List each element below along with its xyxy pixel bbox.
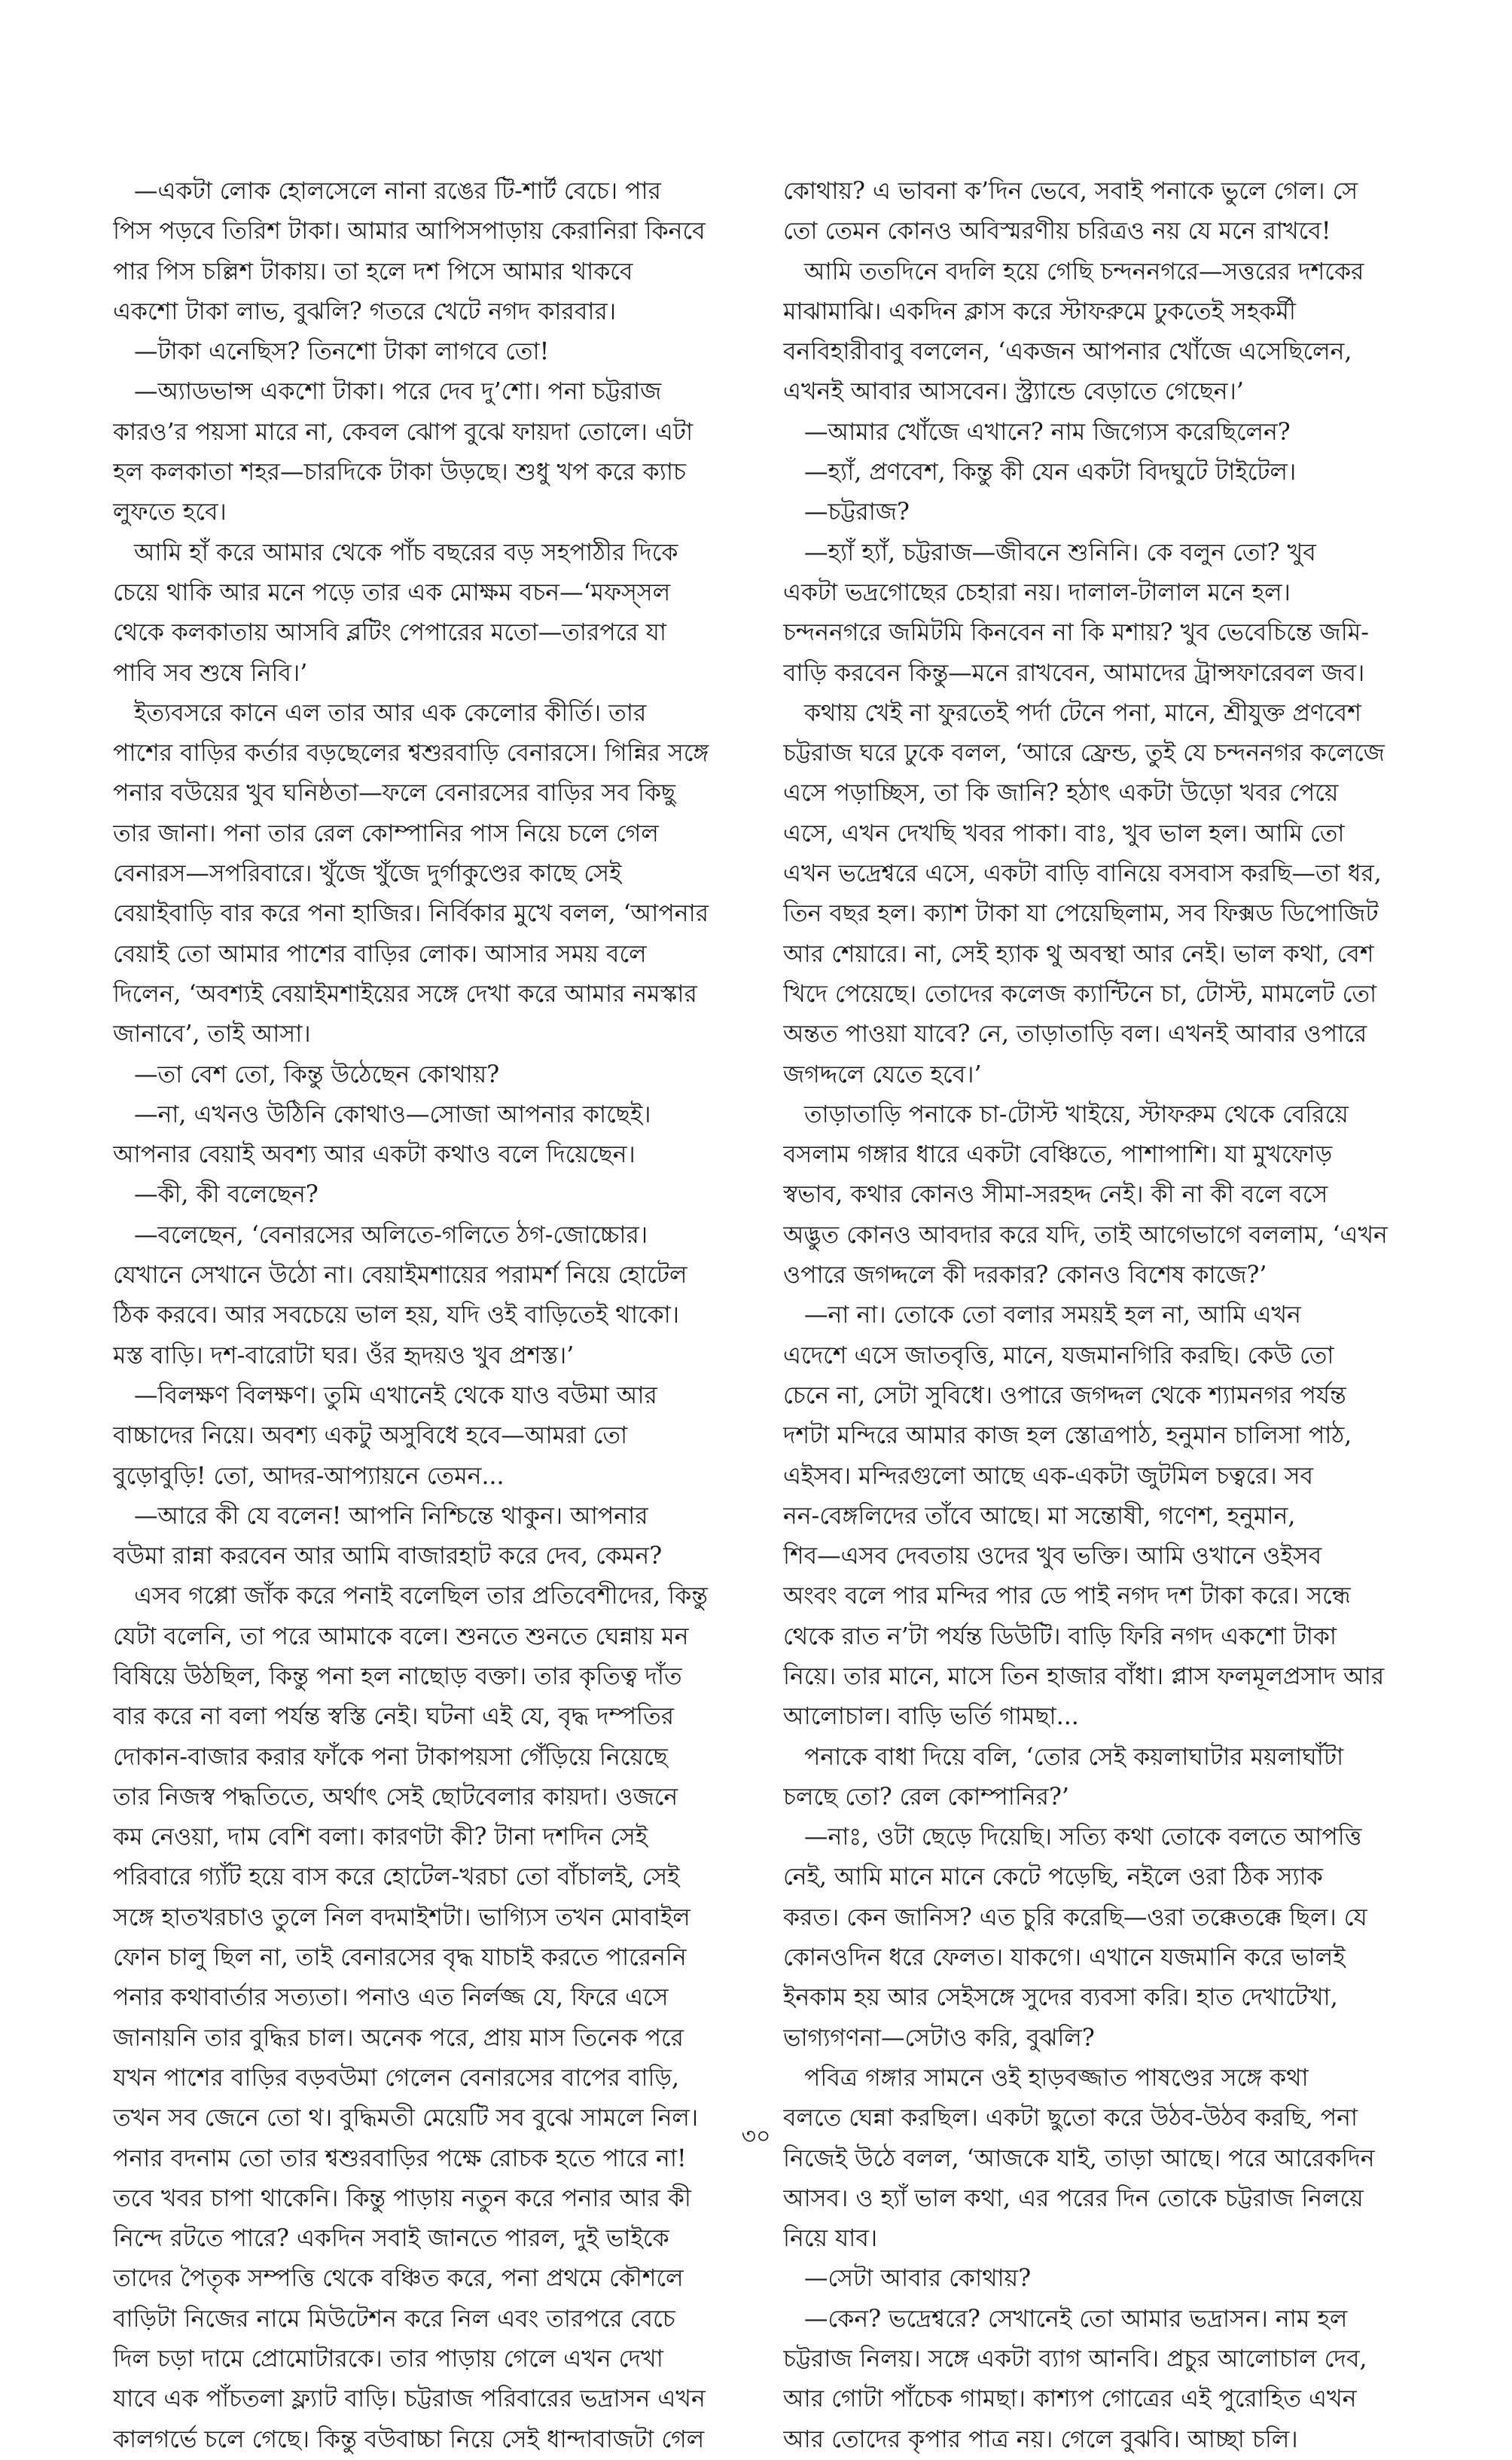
text-line: পাশের বাড়ির কর্তার বড়ছেলের শ্বশুরবাড়ি বেনারসে। গিন্নির সঙ্গে <box>113 740 709 768</box>
left-column <box>113 172 729 2460</box>
text-line: নিজেই উঠে বলল, ‘আজকে যাই, তাড়া আছে। পরে আরেকদিন <box>783 2144 1375 2172</box>
text-line: মস্ত বাড়ি। দশ-বারোটা ঘর। ওঁর হৃদয়ও খুব প্রশস্ত।’ <box>113 1341 575 1369</box>
text-line: জগদ্দলে যেতে হবে।’ <box>783 1061 982 1088</box>
text-line: এইসব। মন্দিরগুলো আছে এক-একটা জুটমিল চত্বরে। সব <box>783 1462 1314 1490</box>
text-line: স্বভাব, কথার কোনও সীমা-সরহদ্দ নেই। কী না কী বলে বসে <box>783 1181 1328 1209</box>
text-line: তখন সব জেনে তো থ। বুদ্ধিমতী মেয়েটি সব বুঝে সামলে নিল। <box>113 2104 699 2132</box>
text-line: —নাঃ, ওটা ছেড়ে দিয়েছি। সত্যি কথা তোকে বলতে আপত্তি <box>804 1824 1362 1851</box>
text-line: —একটা লোক হোলসেলে নানা রঙের টি-শার্ট বেচে। পার <box>134 178 661 205</box>
text-line: যখন পাশের বাড়ির বড়বউমা গেলেন বেনারসের বাপের বাড়ি, <box>113 2064 680 2092</box>
text-line: কথায় খেই না ফুরতেই পর্দা টেনে পনা, মানে, শ্রীযুক্ত প্রণবেশ <box>804 699 1361 727</box>
text-line: চেনে না, সেটা সুবিধে। ওপারে জগদ্দল থেকে শ্যামনগর পর্যন্ত <box>783 1381 1346 1409</box>
text-line: মাঝামাঝি। একদিন ক্লাস করে স্টাফরুমে ঢুকতেই সহকর্মী <box>783 298 1296 325</box>
text-line: চট্টরাজ নিলয়। সঙ্গে একটা ব্যাগ আনবি। প্রচুর আলোচাল দেব, <box>783 2346 1367 2373</box>
text-line: কোনওদিন ধরে ফেলত। যাকগে। এখানে যজমানি করে ভালই <box>783 1944 1346 1972</box>
text-line: দোকান-বাজার করার ফাঁকে পনা টাকাপয়সা গেঁড়িয়ে নিয়েছে <box>113 1743 668 1771</box>
text-line: চন্দননগরে জমিটমি কিনবেন না কি মশায়? খুব ভেবেচিন্তে জমি- <box>783 619 1369 647</box>
text-line: বউমা রান্না করবেন আর আমি বাজারহাট করে দেব, কেমন? <box>113 1543 663 1570</box>
text-line: থেকে রাত ন’টা পর্যন্ত ডিউটি। বাড়ি ফিরি নগদ একশো টাকা <box>783 1622 1337 1650</box>
text-line: পার পিস চল্লিশ টাকায়। তা হলে দশ পিসে আমার থাকবে <box>113 258 633 285</box>
text-line: কালগর্ভে চলে গেছে। কিন্তু বউবাচ্চা নিয়ে সেই ধান্দাবাজটা গেল <box>113 2425 705 2453</box>
text-line: বলতে ঘেন্না করছিল। একটা ছুতো করে উঠব-উঠব করছি, পনা <box>783 2104 1358 2132</box>
text-line: তার নিজস্ব পদ্ধতিতে, অর্থাৎ সেই ছোটবেলার কায়দা। ওজনে <box>113 1783 678 1811</box>
text-line: জানায়নি তার বুদ্ধির চাল। অনেক পরে, প্রায় মাস তিনেক পরে <box>113 2024 684 2052</box>
text-line: —হ্যাঁ হ্যাঁ, চট্টরাজ—জীবনে শুনিনি। কে বলুন তো? খুব <box>804 539 1316 566</box>
text-line: নন-বেঙ্গলিদের তাঁবে আছে। মা সন্তোষী, গণেশ, হনুমান, <box>783 1502 1296 1530</box>
text-line: —না, এখনও উঠিনি কোথাও—সোজা আপনার কাছেই। <box>134 1100 651 1128</box>
text-line: পনার বউয়ের খুব ঘনিষ্ঠতা—ফলে বেনারসের বাড়ির সব কিছু <box>113 780 676 807</box>
text-line: শিব—এসব দেবতায় ওদের খুব ভক্তি। আমি ওখানে ওইসব <box>783 1543 1322 1570</box>
text-line: বনবিহারীবাবু বললেন, ‘একজন আপনার খোঁজে এসেছিলেন, <box>783 338 1352 366</box>
text-line: ঠিক করবে। আর সবচেয়ে ভাল হয়, যদি ওই বাড়িতেই থাকো। <box>113 1302 680 1329</box>
text-line: তাদের পৈতৃক সম্পত্তি থেকে বঞ্চিত করে, পনা প্রথমে কৌশলে <box>113 2265 684 2293</box>
text-line: ওপারে জগদ্দলে কী দরকার? কোনও বিশেষ কাজে?’ <box>783 1262 1267 1290</box>
text-line: আর গোটা পাঁচেক গামছা। কাশ্যপ গোত্রের এই পুরোহিত এখন <box>783 2385 1357 2413</box>
text-line: অন্তত পাওয়া যাবে? নে, তাড়াতাড়ি বল। এখনই আবার ওপারে <box>783 1021 1367 1048</box>
text-line: বাড়িটা নিজের নামে মিউটেশন করে নিল এবং তারপরে বেচে <box>113 2305 675 2333</box>
text-line: জানাবে’, তাই আসা। <box>113 1021 311 1048</box>
text-line: দশটা মন্দিরে আমার কাজ হল স্তোত্রপাঠ, হনুমান চালিসা পাঠ, <box>783 1422 1352 1450</box>
text-line: এসে, এখন দেখছি খবর পাকা। বাঃ, খুব ভাল হল। আমি তো <box>783 819 1345 847</box>
text-line: আমি ততদিনে বদলি হয়ে গেছি চন্দননগরে—সত্তরের দশকের <box>804 258 1364 285</box>
text-line: তবে খবর চাপা থাকেনি। কিন্তু পাড়ায় নতুন করে পনার আর কী <box>113 2184 691 2212</box>
text-line: একশো টাকা লাভ, বুঝলি? গতরে খেটে নগদ কারবার। <box>113 298 617 325</box>
text-line: —আমার খোঁজে এখানে? নাম জিগ্যেস করেছিলেন? <box>804 418 1291 446</box>
text-line: তার জানা। পনা তার রেল কোম্পানির পাস নিয়ে চলে গেল <box>113 819 659 847</box>
text-line: যেখানে সেখানে উঠো না। বেয়াইমশায়ের পরামর্শ নিয়ে হোটেল <box>113 1262 687 1290</box>
page-number: ৩০ <box>741 2123 771 2150</box>
text-line: ইনকাম হয় আর সেইসঙ্গে সুদের ব্যবসা করি। হাত দেখাটেখা, <box>783 1984 1338 2012</box>
text-line: বেয়াইবাড়ি বার করে পনা হাজির। নির্বিকার মুখে বলল, ‘আপনার <box>113 900 709 928</box>
text-line: পনাকে বাধা দিয়ে বলি, ‘তোর সেই কয়লাঘাটার ময়লাঘাঁটা <box>804 1743 1344 1771</box>
text-line: আমি হাঁ করে আমার থেকে পাঁচ বছরের বড় সহপাঠীর দিকে <box>134 539 678 566</box>
text-line: এসে পড়াচ্ছিস, তা কি জানি? হঠাৎ একটা উড়ো খবর পেয়ে <box>783 780 1339 807</box>
text-line: তিন বছর হল। ক্যাশ টাকা যা পেয়েছিলাম, সব ফিক্সড ডিপোজিট <box>783 900 1379 928</box>
text-line: পরিবারে গ্যাঁট হয়ে বাস করে হোটেল-খরচা তো বাঁচালই, সেই <box>113 1863 680 1891</box>
text-line: নিন্দে রটতে পারে? একদিন সবাই জানতে পারল, দুই ভাইকে <box>113 2225 669 2253</box>
text-line: আসব। ও হ্যাঁ ভাল কথা, এর পরের দিন তোকে চট্টরাজ নিলয়ে <box>783 2184 1364 2212</box>
text-line: নেই, আমি মানে মানে কেটে পড়েছি, নইলে ওরা ঠিক স্যাক <box>783 1863 1323 1891</box>
text-line: বুড়োবুড়ি! তো, আদর-আপ্যায়নে তেমন... <box>113 1462 505 1490</box>
text-line: —অ্যাডভান্স একশো টাকা। পরে দেব দু’শো। পনা চট্টরাজ <box>134 378 662 406</box>
text-line: করত। কেন জানিস? এত চুরি করেছি—ওরা তক্কেতক্কে ছিল। যে <box>783 1903 1367 1931</box>
text-line: ভাগ্যগণনা—সেটাও করি, বুঝলি? <box>783 2024 1095 2052</box>
text-line: দিল চড়া দামে প্রোমোটারকে। তার পাড়ায় গেলে এখন দেখা <box>113 2346 663 2373</box>
text-line: পবিত্র গঙ্গার সামনে ওই হাড়বজ্জাত পাষণ্ডের সঙ্গে কথা <box>804 2064 1309 2092</box>
text-line: বিষিয়ে উঠছিল, কিন্তু পনা হল নাছোড় বক্তা। তার কৃতিত্ব দাঁত <box>113 1662 682 1690</box>
text-line: চেয়ে থাকি আর মনে পড়ে তার এক মোক্ষম বচন—‘মফস্সল <box>113 578 671 606</box>
text-line: একটা ভদ্রগোছের চেহারা নয়। দালাল-টালাল মনে হল। <box>783 578 1291 606</box>
text-line: পনার বদনাম তো তার শ্বশুরবাড়ির পক্ষে রোচক হতে পারে না! <box>113 2144 687 2172</box>
text-line: —তা বেশ তো, কিন্তু উঠেছেন কোথায়? <box>134 1061 500 1088</box>
text-line: —না না। তোকে তো বলার সময়ই হল না, আমি এখন <box>804 1302 1301 1329</box>
text-line: চলছে তো? রেল কোম্পানির?’ <box>783 1783 1069 1811</box>
text-line: —বলেছেন, ‘বেনারসের অলিতে-গলিতে ঠগ-জোচ্চোর। <box>134 1221 648 1249</box>
text-line: আপনার বেয়াই অবশ্য আর একটা কথাও বলে দিয়েছেন। <box>113 1141 636 1169</box>
text-line: —হ্যাঁ, প্রণবেশ, কিন্তু কী যেন একটা বিদঘুটে টাইটেল। <box>804 459 1297 487</box>
text-line: লুফতে হবে। <box>113 499 227 526</box>
text-line: তো তেমন কোনও অবিস্মরণীয় চরিত্রও নয় যে মনে রাখবে! <box>783 218 1331 246</box>
right-column <box>783 172 1399 2460</box>
text-line: চট্টরাজ ঘরে ঢুকে বলল, ‘আরে ফ্রেন্ড, তুই যে চন্দননগর কলেজে <box>783 740 1385 768</box>
text-line: পাবি সব শুষে নিবি।’ <box>113 659 308 687</box>
text-line: দিলেন, ‘অবশ্যই বেয়াইমশাইয়ের সঙ্গে দেখা করে আমার নমস্কার <box>113 980 697 1008</box>
text-line: সঙ্গে হাতখরচাও তুলে নিল বদমাইশটা। ভাগ্যিস তখন মোবাইল <box>113 1903 690 1931</box>
text-line: কম নেওয়া, দাম বেশি বলা। কারণটা কী? টানা দশদিন সেই <box>113 1824 648 1851</box>
text-line: এখনই আবার আসবেন। স্ট্র্যান্ডে বেড়াতে গেছেন।’ <box>783 378 1244 406</box>
text-line: অদ্ভুত কোনও আবদার করে যদি, তাই আগেভাগে বললাম, ‘এখন <box>783 1221 1388 1249</box>
text-line: নিয়ে যাব। <box>783 2225 878 2253</box>
text-line: কোথায়? এ ভাবনা ক’দিন ভেবে, সবাই পনাকে ভুলে গেল। সে <box>783 178 1358 205</box>
text-line: যেটা বলেনি, তা পরে আমাকে বলে। শুনতে শুনতে ঘেন্নায় মন <box>113 1622 689 1650</box>
text-line: এদেশে এসে জাতবৃত্তি, মানে, যজমানগিরি করছি। কেউ তো <box>783 1341 1334 1369</box>
text-line: আর তোদের কৃপার পাত্র নয়। গেলে বুঝবি। আচ্ছা চলি। <box>783 2425 1298 2453</box>
text-line: বসলাম গঙ্গার ধারে একটা বেঞ্চিতে, পাশাপাশি। যা মুখফোড় <box>783 1141 1333 1169</box>
text-line: বেয়াই তো আমার পাশের বাড়ির লোক। আসার সময় বলে <box>113 940 647 968</box>
text-line: ফোন চালু ছিল না, তাই বেনারসের বৃদ্ধ যাচাই করতে পারেননি <box>113 1944 687 1972</box>
text-line: —কেন? ভদ্রেশ্বরে? সেখানেই তো আমার ভদ্রাসন। নাম হল <box>804 2305 1348 2333</box>
text-line: বাচ্চাদের নিয়ে। অবশ্য একটু অসুবিধে হবে—আমরা তো <box>113 1422 628 1450</box>
text-line: এসব গপ্পো জাঁক করে পনাই বলেছিল তার প্রতিবেশীদের, কিন্তু <box>134 1583 708 1610</box>
text-line: খিদে পেয়েছে। তোদের কলেজ ক্যান্টিনে চা, টোস্ট, মামলেট তো <box>783 980 1377 1008</box>
text-line: —টাকা এনেছিস? তিনশো টাকা লাগবে তো! <box>134 338 550 366</box>
text-line: আর শেয়ারে। না, সেই হ্যাক থু অবস্থা আর নেই। ভাল কথা, বেশ <box>783 940 1374 968</box>
text-line: —কী, কী বলেছেন? <box>134 1181 319 1209</box>
text-line: পিস পড়বে তিরিশ টাকা। আমার আপিসপাড়ায় কেরানিরা কিনবে <box>113 218 706 246</box>
text-line: পনার কথাবার্তার সত্যতা। পনাও এত নির্লজ্জ যে, ফিরে এসে <box>113 1984 669 2012</box>
text-line: হল কলকাতা শহর—চারদিকে টাকা উড়ছে। শুধু খপ করে ক্যাচ <box>113 459 686 487</box>
text-line: —চট্টরাজ? <box>804 499 910 526</box>
text-line: বাড়ি করবেন কিন্তু—মনে রাখবেন, আমাদের ট্রান্সফারেবল জব। <box>783 659 1365 687</box>
text-line: আলোচাল। বাড়ি ভর্তি গামছা... <box>783 1703 1079 1731</box>
text-line: কারও’র পয়সা মারে না, কেবল ঝোপ বুঝে ফায়দা তোলে। এটা <box>113 418 694 446</box>
text-line: থেকে কলকাতায় আসবি ব্লটিং পেপারের মতো—তারপরে যা <box>113 619 666 647</box>
text-line: —বিলক্ষণ বিলক্ষণ। তুমি এখানেই থেকে যাও বউমা আর <box>134 1381 657 1409</box>
text-line: বেনারস—সপরিবারে। খুঁজে খুঁজে দুর্গাকুণ্ডের কাছে সেই <box>113 860 622 888</box>
text-line: এখন ভদ্রেশ্বরে এসে, একটা বাড়ি বানিয়ে বসবাস করছি—তা ধর, <box>783 860 1382 888</box>
text-line: যাবে এক পাঁচতলা ফ্ল্যাট বাড়ি। চট্টরাজ পরিবারের ভদ্রাসন এখন <box>113 2385 706 2413</box>
text-line: তাড়াতাড়ি পনাকে চা-টোস্ট খাইয়ে, স্টাফরুম থেকে বেরিয়ে <box>804 1100 1349 1128</box>
text-line: —আরে কী যে বলেন! আপনি নিশ্চিন্তে থাকুন। আপনার <box>134 1502 648 1530</box>
text-line: —সেটা আবার কোথায়? <box>804 2265 1032 2293</box>
text-line: নিয়ে। তার মানে, মাসে তিন হাজার বাঁধা। প্লাস ফলমূলপ্রসাদ আর <box>783 1662 1385 1690</box>
text-line: বার করে না বলা পর্যন্ত স্বস্তি নেই। ঘটনা এই যে, বৃদ্ধ দম্পতির <box>113 1703 675 1731</box>
text-line: ইত্যবসরে কানে এল তার আর এক কেলোর কীর্তি। তার <box>134 699 647 727</box>
text-line: অংবং বলে পার মন্দির পার ডে পাই নগদ দশ টাকা করে। সন্ধে <box>783 1583 1351 1610</box>
